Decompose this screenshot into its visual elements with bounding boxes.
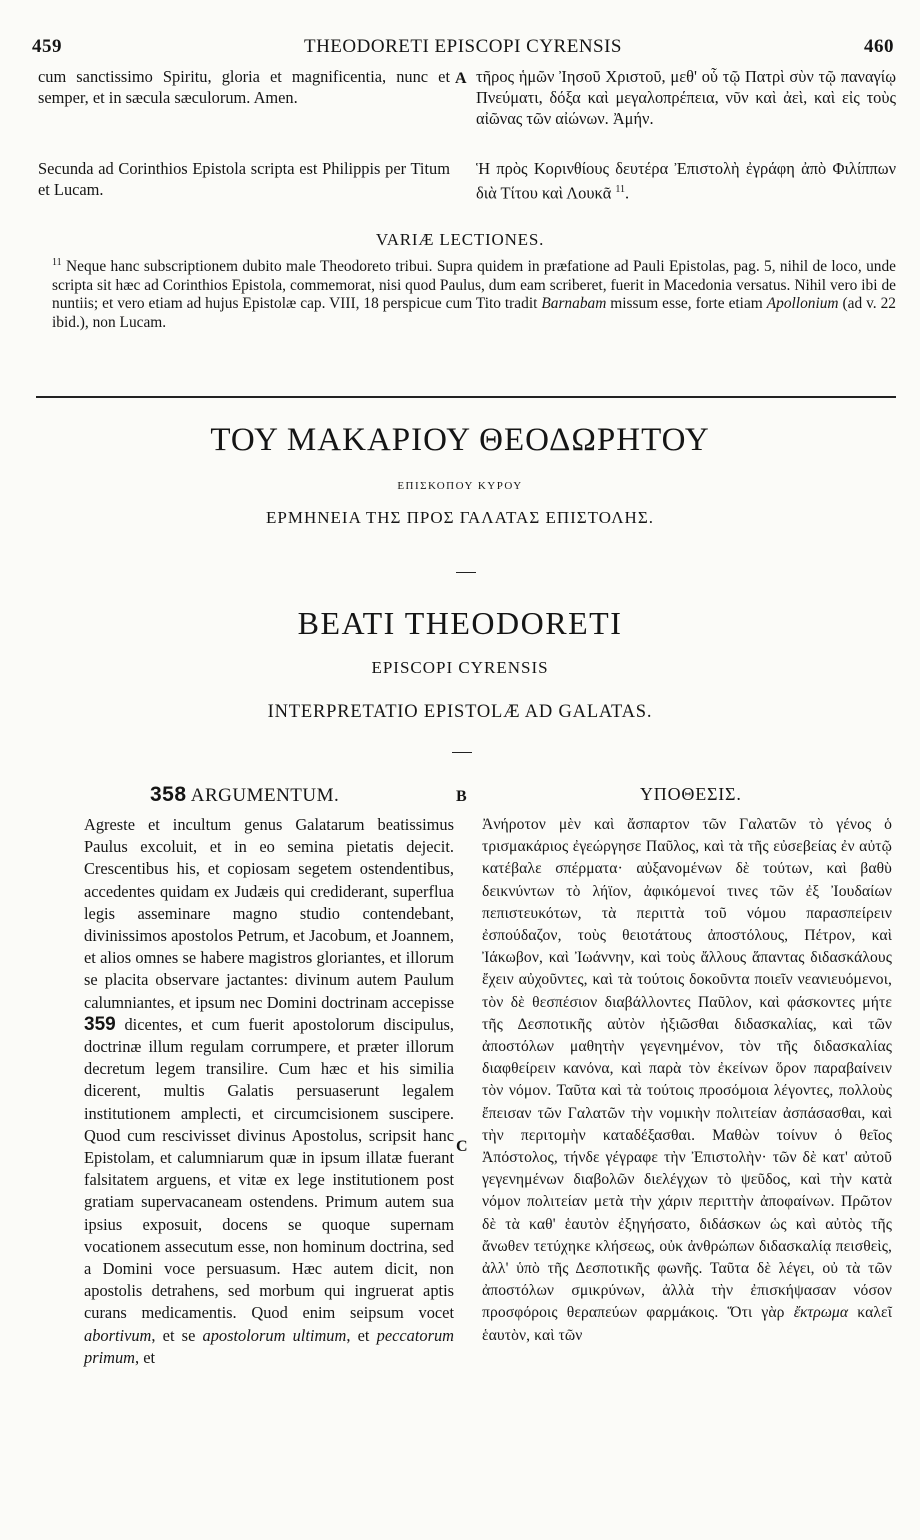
greek-title: ΤΟΥ ΜΑΚΑΡΙΟΥ ΘΕΟΔΩΡΗΤΟΥ: [210, 422, 710, 458]
note-text-1: Neque hanc subscriptionem dubito male Theodoreto tribui. Supra quidem in præfatione ad Pauli Epistolas, pag. 5, nihil de loco, unde scripta sit hæc ad Corinthios Epistola, commemorat, nisi quod Paulus, dum eam scriberet, fuerit in Macedonia versatus. Nihil vero ibi de nuntiis; et vero etiam ad hujus Epistolæ cap. VIII, 18 perspicue cum Tito tradit: [52, 258, 896, 313]
hypothesis-text-b: καλεῖ ἑαυτὸν, καὶ τῶν: [482, 1304, 892, 1344]
divider-dash: [456, 572, 476, 573]
note-text-3: (ad v. 22 ibid.), non Lucam.: [52, 295, 896, 331]
divider-dash-2: [452, 752, 472, 753]
argumentum-text-a: Agreste et incultum genus Galatarum beatissimus Paulus excoluit, et in eo semina pietatis dejecit. Crescentibus his, et copiosam segetem ostendentibus, accedentes quidam ex Judæis qui crediderant, superflua legis asseminare magno studio contendebant, divinissimos apostolos Petrum, et Jacobum, et Joannem, et alios omnes se habere magistros gloriantes, et illorum se placita observare jactantes: divinum autem Paulum calumniantes, et ipsum nec Domini doctrinam accepisse: [84, 815, 454, 1012]
latin-title: BEATI THEODORETI: [297, 605, 623, 641]
hypothesis-title: ΥΠΟΘΕΣΙΣ.: [640, 784, 742, 804]
greek-subscription: Ἡ πρὸς Κορινθίους δευτέρα Ἐπιστολὴ ἐγράφη ἀπὸ Φιλίππων διὰ Τίτου καὶ Λουκᾶ $^{11}$.: [476, 159, 896, 203]
latin-subtitle-2: INTERPRETATIO EPISTOLÆ AD GALATAS.: [267, 702, 653, 722]
hypothesis-text: [482, 814, 892, 1347]
column-number-358: 358: [150, 783, 187, 806]
variae-lectiones-title: VARIÆ LECTIONES.: [375, 230, 545, 249]
note-reference: 11: [615, 184, 626, 196]
column-number-359: 359: [84, 1013, 116, 1035]
greek-subtitle-1: ΕΠΙΣΚΟΠΟΥ ΚΥΡΟΥ: [397, 480, 523, 492]
argumentum-text-d: , et: [346, 1325, 377, 1345]
argumentum-text: [84, 814, 454, 1369]
note-text-2: missum esse, forte etiam: [606, 295, 767, 313]
argumentum-text-b: dicentes, et cum fuerit apostolorum discipulus, doctrinæ illum regulam corrumpere, et præter illorum decretum legem transilire. Cum hæc et his similia dicerent, multis Galatis persuaserunt legalem institutionem amplecti, et circumcisionem suscipere. Quod cum rescivisset divinus Apostolus, scripsit hanc Epistolam, et calumniarum quæ in ipsum illatæ fuerant falsitatem arguens, et vitæ ex lege institutionem post gratiam supervacaneam ostendens. Primum autem sua ipsius exposuit, docens se quoque supernam vocationem assecutum esse, non hominum doctrina, sed a Domini voce persuasum. Hæc autem dicit, non apostolis detrahens, sed morbum qui ingruerat aptis curans medicamentis. Quod enim seipsum vocet: [84, 1014, 454, 1323]
running-title: THEODORETI EPISCOPI CYRENSIS: [303, 36, 623, 57]
section-rule: [36, 396, 896, 398]
greek-doxology: τῆρος ἡμῶν Ἰησοῦ Χριστοῦ, μεθ' οὗ τῷ Πατρὶ σὺν τῷ παναγίῳ Πνεύματι, δόξα καὶ μεγαλοπρέπεια, νῦν καὶ ἀεὶ, καὶ εἰς τοὺς αἰῶνας τῶν αἰώνων. Ἀμήν.: [476, 67, 896, 129]
margin-letter-c: C: [456, 1138, 468, 1155]
page-number-right: 460: [864, 36, 894, 57]
argumentum-abortivum: abortivum: [84, 1325, 152, 1345]
note-barnabam: Barnabam: [541, 295, 607, 313]
argumentum-title: ARGUMENTUM.: [190, 785, 340, 806]
argumentum-apostolorum-ultimum: apostolorum ultimum: [202, 1325, 347, 1345]
latin-doxology: cum sanctissimo Spiritu, gloria et magnificentia, nunc et semper, et in sæcula sæculorum. Amen.: [38, 67, 450, 108]
argumentum-peccatorum-primum: peccatorum primum: [84, 1325, 455, 1367]
greek-subscription-text: Ἡ πρὸς Κορινθίους δευτέρα Ἐπιστολὴ ἐγράφη ἀπὸ Φιλίππων διὰ Τίτου καὶ Λουκᾶ: [476, 159, 896, 203]
margin-letter-a: A: [455, 70, 467, 87]
page-number-left: 459: [32, 36, 62, 57]
variae-lectiones-note: [52, 254, 896, 333]
latin-subscription: Secunda ad Corinthios Epistola scripta est Philippis per Titum et Lucam.: [38, 159, 450, 200]
greek-subtitle-2: ΕΡΜΗΝΕΙΑ ΤΗΣ ΠΡΟΣ ΓΑΛΑΤΑΣ ΕΠΙΣΤΟΛΗΣ.: [266, 508, 654, 527]
latin-subtitle-1: EPISCOPI CYRENSIS: [371, 658, 549, 677]
running-head: [32, 36, 894, 58]
hypothesis-ektroma: ἔκτρωμα: [793, 1304, 849, 1322]
note-number: 11: [52, 257, 62, 268]
argumentum-text-c: , et se: [151, 1325, 203, 1345]
hypothesis-text-a: Ἀνήροτον μὲν καὶ ἄσπαρτον τῶν Γαλατῶν τὸ γένος ὁ τρισμακάριος ἐγεώργησε Παῦλος, καὶ τὰ τῆς εὐσεβείας ἐν αὐτῷ κατέβαλε σπέρματα· αὐξανομένων δὲ τούτων, καὶ βαθὺ δεικνύντων τὸ λήϊον, ἀφικόμενοί τινες τῶν ἐξ Ἰουδαίων πεπιστευκότων, τὰ περιττὰ τοῦ νόμου παρασπείρειν ἐσπούδαζον, τοὺς θειοτάτους ἀποστόλους, Πέτρον, καὶ Ἰάκωβον, καὶ Ἰωάννην, καὶ τοὺς ἄλλους ἅπαντας διδασκάλους ἔχειν αὐχοῦντες, καὶ τὰ τούτοις δοκοῦντα ποιεῖν νεανιευόμενοι, τὸν δὲ θεσπέσιον διαβάλλοντες Παῦλον, καὶ φάσκοντες μήτε τῆς Δεσποτικῆς αὐτὸν ἠξιῶσθαι διδασκαλίας, καὶ τῶν ἀποστόλων μαθητὴν γεγενημένον, τὸν τῆς διδασκαλίας διαφθείρειν κανόνα, καὶ παρὰ τὸν ἐκείνων ὅρον παραβαίνειν τὸν νόμον. Ταῦτα καὶ τὰ τούτοις προσόμοια λέγοντες, πολλοὺς ἔπεισαν τῶν Γαλατῶν τὴν νομικὴν πολιτείαν ἀσπάσασθαι, καὶ τὴν περιτομὴν καταδέξασθαι. Μαθὼν τοίνυν ὁ θεῖος Ἀπόστολος, τήνδε γέγραφε τὴν Ἐπιστολὴν· τῶν δὲ κατ' αὐτοῦ γεγενημένων διαβολῶν διελέγχων τὸ ψεῦδος, καὶ τὴν κατὰ νόμον πολιτείαν μετὰ τὴν χάριν περιττὴν ἀποφαίνων. Πρῶτον δὲ τὰ καθ' ἑαυτὸν ἐξηγήσατο, διδάσκων ὡς καὶ αὐτὸς τῆς ἄνωθεν τετύχηκε κλήσεως, οὐκ ἀνθρώπων διδασκαλίᾳ πεισθεὶς, ἀλλ' ὑπὸ τῆς Δεσποτικῆς φωνῆς. Ταῦτα δὲ λέγει, οὐ τὰ τῶν ἀποστόλων σμικρύνων, ἀλλὰ τὴν ἐπισκήψασαν νόσον προσφόροις θεραπεύων φαρμάκοις. Ὅτι γὰρ: [482, 816, 892, 1322]
argumentum-heading: [150, 783, 339, 807]
argumentum-text-e: , et: [135, 1347, 156, 1367]
margin-letter-b: B: [456, 788, 467, 805]
note-apollonium: Apollonium: [766, 295, 839, 313]
